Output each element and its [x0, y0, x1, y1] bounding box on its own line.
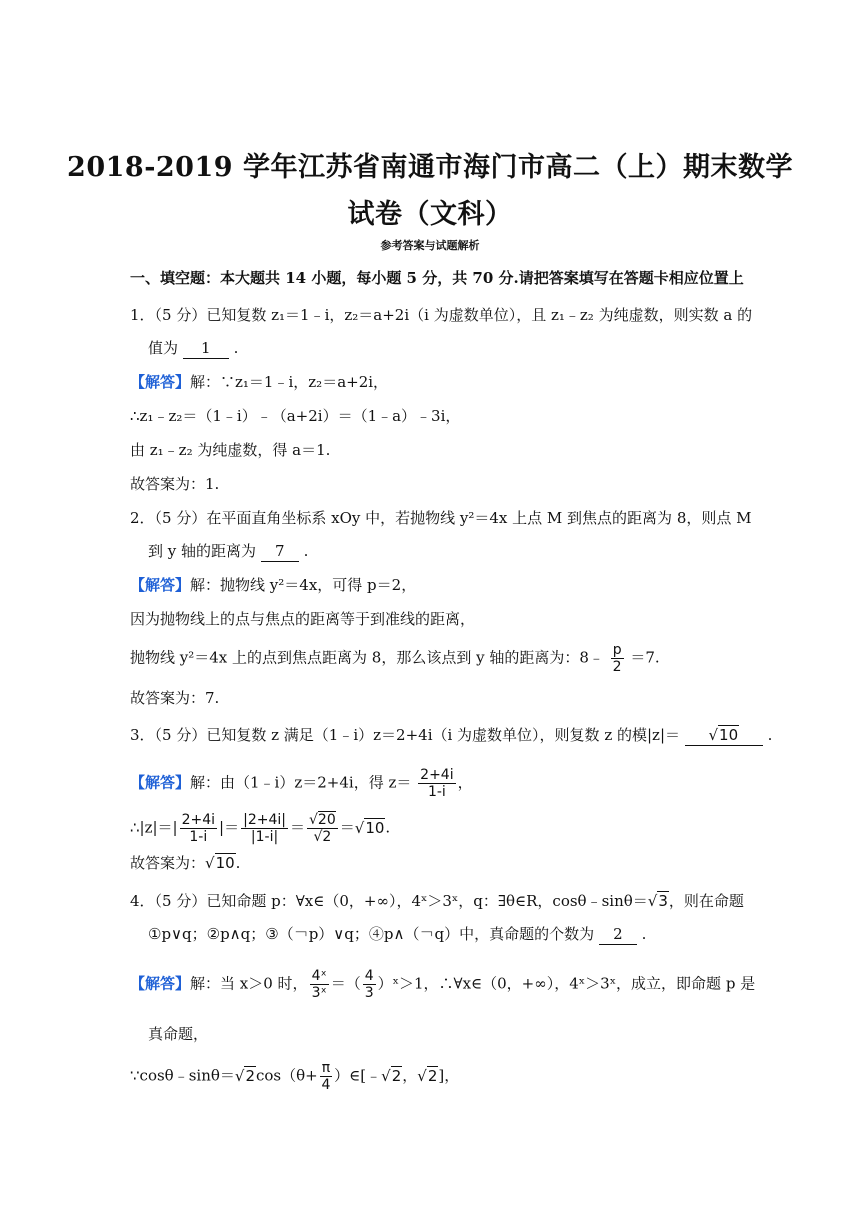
q3-sol2-prefix: ∴|z|＝|: [130, 818, 178, 837]
q3-suffix: .: [767, 726, 773, 744]
q4-sol1-suffix: ）ˣ＞1，∴∀x∈（0，+∞），4ˣ＞3ˣ，成立，即命题 p 是: [377, 974, 756, 993]
q4-sol3-prefix: ∵cosθ﹣sinθ＝: [130, 1066, 235, 1085]
frac-num: |2+4i|: [243, 812, 286, 828]
radicand: 2: [391, 1066, 402, 1085]
fraction-2: [241, 812, 288, 845]
comma: ，: [402, 1066, 418, 1085]
sqrt-symbol: √10: [354, 818, 385, 837]
sqrt-symbol: √3: [647, 892, 668, 910]
q3-solution-line2: [130, 812, 390, 845]
q3-prefix: 3．（5 分）已知复数 z 满足（1﹣i）z＝2+4i（i 为虚数单位），则复数 z 的模|z|＝: [130, 726, 681, 744]
solution-tag: 【解答】: [130, 773, 191, 792]
q4-text-line2: [148, 924, 646, 945]
q2-text-line1: 2．（5 分）在平面直角坐标系 xOy 中，若抛物线 y²＝4x 上点 M 到焦点的距离为 8，则点 M: [130, 509, 752, 527]
q3-sol2-mid: |＝: [219, 818, 240, 837]
q1-suffix: .: [233, 339, 239, 357]
equals: ＝: [289, 818, 305, 837]
q2-answer-blank: 7: [261, 541, 299, 562]
q4-prefix: 4．（5 分）已知命题 p：∀x∈（0，+∞），4ˣ＞3ˣ，q：∃θ∈R，cosθ﹣sinθ＝: [130, 892, 648, 910]
frac-num: 2+4i: [181, 812, 216, 828]
equals: ＝: [339, 818, 355, 837]
frac-num: 4ˣ: [311, 968, 327, 984]
fraction-p-over-2: [611, 642, 624, 675]
frac-num: 4: [364, 968, 374, 984]
q1-solution-line2: ∴z₁﹣z₂＝（1﹣i）﹣（a+2i）＝（1﹣a）﹣3i，: [130, 407, 461, 425]
q2-suffix: .: [303, 542, 309, 560]
frac-den: |1-i|: [250, 829, 279, 845]
q4-solution-line2: 真命题，: [148, 1025, 209, 1043]
q4-solution-line1: [130, 968, 755, 1001]
q4-sol1-prefix: 解：当 x＞0 时，: [190, 974, 308, 993]
solution-tag: 【解答】: [130, 576, 191, 594]
document-subtitle: 参考答案与试题解析: [380, 239, 480, 252]
period: .: [385, 818, 391, 837]
frac-den: √2: [313, 829, 332, 845]
q2-solution-line1: [130, 575, 416, 595]
radicand: 20: [317, 812, 336, 828]
q1-solution-line3: 由 z₁﹣z₂ 为纯虚数，得 a＝1.: [130, 441, 331, 459]
sqrt-symbol: √10: [708, 726, 739, 744]
q3-text-line1: [130, 725, 772, 746]
document-title-line1: 2018-2019 学年江苏省南通市海门市高二（上）期末数学: [67, 152, 793, 183]
frac-den: 3: [364, 985, 374, 1001]
q2-sol3-suffix: ＝7.: [630, 648, 660, 667]
radicand: 10: [365, 818, 385, 837]
fraction-4-over-3: [363, 968, 376, 1001]
frac-den: 4: [321, 1077, 331, 1093]
fraction-3: [307, 812, 338, 845]
sqrt-symbol: √10: [205, 854, 235, 872]
q1-text-line2: [148, 338, 238, 359]
q2-sol1: 解：抛物线 y²＝4x，可得 p＝2，: [190, 576, 417, 594]
frac-den: 1-i: [427, 784, 446, 800]
q1-prefix: 值为: [148, 339, 179, 357]
q4-suffix: ，则在命题: [668, 892, 744, 910]
q2-sol3-text: 抛物线 y²＝4x 上的点到焦点距离为 8，那么该点到 y 轴的距离为：8﹣: [130, 648, 604, 667]
q1-answer-blank: 1: [183, 338, 229, 359]
q3-solution-line1: [130, 767, 473, 800]
q4-sol3-end: ]，: [438, 1066, 460, 1085]
q4-solution-line3: [130, 1060, 459, 1093]
frac-num: π: [321, 1060, 331, 1076]
radicand: 2: [322, 829, 332, 845]
q4-line2-suffix: .: [641, 925, 647, 943]
solution-tag: 【解答】: [130, 974, 191, 993]
q4-answer-blank: 2: [599, 924, 637, 945]
q3-final-answer: [130, 853, 240, 873]
frac-num: √20: [309, 812, 336, 828]
sqrt-symbol: √2: [234, 1066, 255, 1085]
radicand: 2: [245, 1066, 255, 1085]
q1-final-answer: 故答案为：1.: [130, 475, 220, 493]
frac-den: 3ˣ: [311, 985, 327, 1001]
sqrt-symbol: √2: [381, 1066, 402, 1085]
frac-num: p: [612, 642, 622, 658]
frac-den: 2: [612, 659, 622, 675]
section-heading: 一、填空题：本大题共 14 小题，每小题 5 分，共 70 分.请把答案填写在答题卡相应位置上: [130, 269, 744, 287]
q2-final-answer: 故答案为：7.: [130, 689, 220, 707]
q2-prefix: 到 y 轴的距离为: [148, 542, 257, 560]
radicand: 10: [215, 854, 235, 872]
q4-sol1-mid: ＝（: [330, 974, 361, 993]
radicand: 10: [719, 726, 739, 744]
frac-num: 2+4i: [420, 767, 454, 783]
q2-text-line2: [148, 541, 308, 562]
q4-line2-prefix: ①p∨q；②p∧q；③（￢p）∨q；④p∧（￢q）中，真命题的个数为: [148, 925, 595, 943]
q2-solution-line2: 因为抛物线上的点与焦点的距离等于到准线的距离，: [130, 610, 476, 628]
frac-den: 1-i: [189, 829, 208, 845]
q1-sol1: 解：∵z₁＝1﹣i，z₂＝a+2i，: [190, 373, 389, 391]
q3-final-prefix: 故答案为：: [130, 854, 206, 872]
radicand: 2: [427, 1066, 438, 1085]
fraction-4x-over-3x: [310, 968, 329, 1001]
q4-sol3-mid: cos（θ+: [256, 1066, 318, 1085]
radicand: 3: [658, 892, 668, 910]
fraction-1: [180, 812, 217, 845]
sqrt-symbol: √2: [417, 1066, 438, 1085]
q3-sol1-suffix: ，: [457, 773, 473, 792]
q4-text-line1: [130, 891, 744, 911]
q1-solution-line1: [130, 372, 388, 392]
q1-text-line1: 1．（5 分）已知复数 z₁＝1﹣i，z₂＝a+2i（i 为虚数单位），且 z₁﹣z₂ 为纯虚数，则实数 a 的: [130, 306, 753, 324]
fraction-pi-over-4: [320, 1060, 332, 1093]
document-title-line2: 试卷（文科）: [347, 199, 513, 230]
q2-solution-line3: [130, 642, 660, 675]
q4-sol3-mid2: ）∈[﹣: [334, 1066, 382, 1085]
period: .: [235, 854, 241, 872]
solution-tag: 【解答】: [130, 373, 191, 391]
q3-answer-blank: [685, 725, 763, 746]
fraction-z: [418, 767, 455, 800]
q3-sol1-text: 解：由（1﹣i）z＝2+4i，得 z＝: [190, 773, 412, 792]
